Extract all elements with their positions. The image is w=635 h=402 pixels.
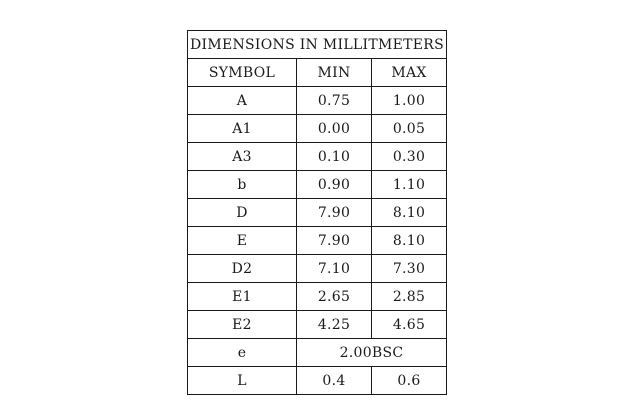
table-row bbox=[188, 255, 447, 283]
symbol-cell: D2 bbox=[188, 255, 297, 283]
symbol-cell: e bbox=[188, 339, 297, 367]
header-max: MAX bbox=[372, 59, 447, 87]
table-row bbox=[188, 171, 447, 199]
min-cell: 0.75 bbox=[297, 87, 372, 115]
max-cell: 4.65 bbox=[372, 311, 447, 339]
header-min: MIN bbox=[297, 59, 372, 87]
table-title: DIMENSIONS IN MILLITMETERS bbox=[188, 31, 447, 59]
bsc-value-cell: 2.00BSC bbox=[297, 339, 447, 367]
symbol-cell: E bbox=[188, 227, 297, 255]
max-cell: 1.00 bbox=[372, 87, 447, 115]
max-cell: 2.85 bbox=[372, 283, 447, 311]
symbol-cell: D bbox=[188, 199, 297, 227]
table-row bbox=[188, 115, 447, 143]
max-cell: 0.05 bbox=[372, 115, 447, 143]
table-row bbox=[188, 227, 447, 255]
symbol-cell: L bbox=[188, 367, 297, 395]
symbol-cell: A3 bbox=[188, 143, 297, 171]
min-cell: 0.4 bbox=[297, 367, 372, 395]
table-row-l bbox=[188, 367, 447, 395]
min-cell: 0.00 bbox=[297, 115, 372, 143]
symbol-cell: A1 bbox=[188, 115, 297, 143]
symbol-cell: E1 bbox=[188, 283, 297, 311]
max-cell: 1.10 bbox=[372, 171, 447, 199]
header-symbol: SYMBOL bbox=[188, 59, 297, 87]
min-cell: 0.10 bbox=[297, 143, 372, 171]
max-cell: 8.10 bbox=[372, 227, 447, 255]
max-cell: 7.30 bbox=[372, 255, 447, 283]
max-cell: 0.30 bbox=[372, 143, 447, 171]
symbol-cell: b bbox=[188, 171, 297, 199]
min-cell: 7.90 bbox=[297, 227, 372, 255]
table-row bbox=[188, 87, 447, 115]
min-cell: 7.10 bbox=[297, 255, 372, 283]
min-cell: 0.90 bbox=[297, 171, 372, 199]
table-row bbox=[188, 283, 447, 311]
min-cell: 4.25 bbox=[297, 311, 372, 339]
table-row-e bbox=[188, 339, 447, 367]
max-cell: 8.10 bbox=[372, 199, 447, 227]
max-cell: 0.6 bbox=[372, 367, 447, 395]
min-cell: 7.90 bbox=[297, 199, 372, 227]
table-row bbox=[188, 311, 447, 339]
table-row bbox=[188, 143, 447, 171]
title-row bbox=[188, 31, 447, 59]
table-row bbox=[188, 199, 447, 227]
dimensions-table bbox=[187, 30, 447, 395]
min-cell: 2.65 bbox=[297, 283, 372, 311]
symbol-cell: E2 bbox=[188, 311, 297, 339]
header-row bbox=[188, 59, 447, 87]
symbol-cell: A bbox=[188, 87, 297, 115]
